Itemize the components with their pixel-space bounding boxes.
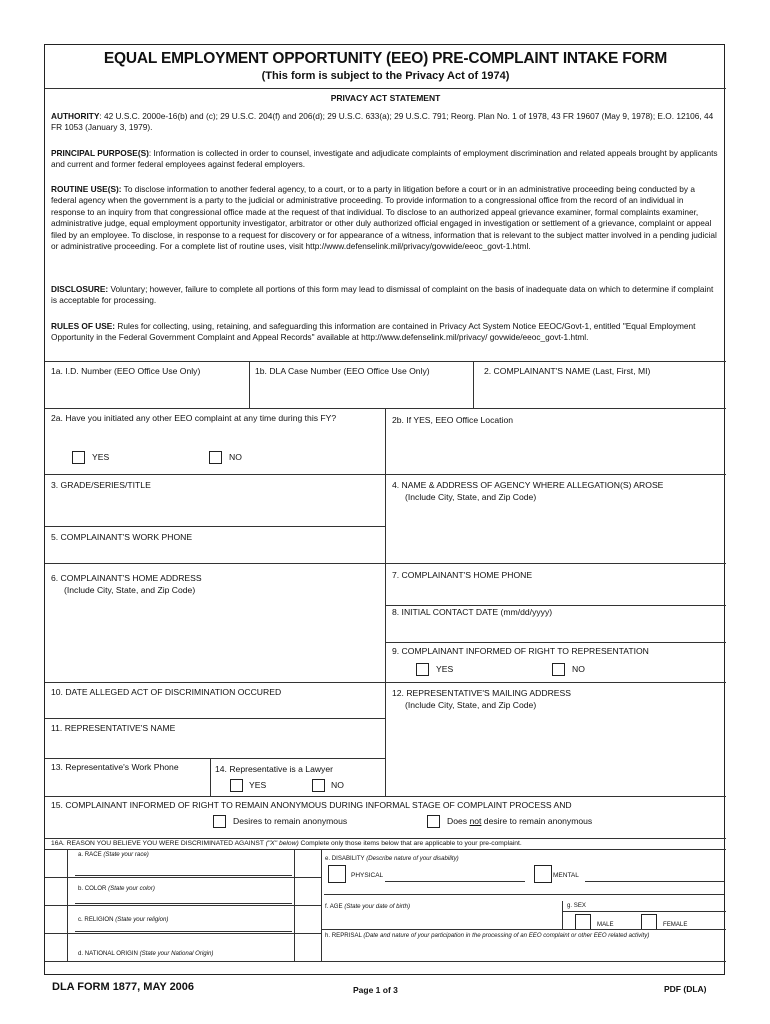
divider [45, 933, 321, 934]
field-1a-label: 1a. I.D. Number (EEO Office Use Only) [51, 366, 201, 376]
divider [45, 718, 385, 719]
purpose-paragraph [51, 148, 719, 171]
divider [249, 361, 250, 408]
routine-label: ROUTINE USE(S): [51, 184, 122, 194]
field-15-not-anonymous-label [447, 815, 592, 827]
field-12-label [392, 687, 571, 711]
disclosure-paragraph [51, 284, 719, 307]
age-label [325, 903, 410, 911]
routine-uses-paragraph [51, 184, 719, 252]
race-hint: (State your race) [103, 851, 149, 858]
national-origin-hint: (State your National Origin) [139, 950, 214, 957]
color-hint: (State your color) [108, 885, 155, 892]
sex-female-checkbox[interactable] [641, 914, 657, 930]
privacy-heading: PRIVACY ACT STATEMENT [330, 93, 441, 103]
field-4-hint: (Include City, State, and Zip Code) [405, 492, 537, 502]
authority-label: AUTHORITY [51, 111, 100, 121]
field-6-label [51, 572, 202, 596]
divider [385, 642, 726, 643]
disability-label [325, 855, 459, 863]
field-2a-yes-checkbox[interactable] [72, 451, 85, 464]
sex-male-checkbox[interactable] [575, 914, 591, 930]
disability-mental-label: MENTAL [553, 872, 579, 879]
field-9-no-label: NO [572, 664, 585, 674]
field-14-no-checkbox[interactable] [312, 779, 325, 792]
field-1b-label: 1b. DLA Case Number (EEO Office Use Only) [255, 366, 430, 376]
field-2a-no-checkbox[interactable] [209, 451, 222, 464]
eeo-intake-form [44, 44, 725, 975]
field-16a-label [51, 840, 522, 848]
field-2a-no-label: NO [229, 452, 242, 462]
religion-label [78, 916, 168, 924]
field-15-opt2-pre: Does [447, 816, 470, 826]
religion-hint: (State your religion) [115, 916, 169, 923]
field-4-label [392, 479, 663, 503]
disability-title: e. DISABILITY [325, 855, 367, 862]
reprisal-label [325, 932, 723, 940]
field-7-label: 7. COMPLAINANT'S HOME PHONE [392, 570, 533, 580]
divider [45, 796, 726, 797]
field-16a-x: ("X" below) [265, 840, 299, 847]
field-13-label: 13. Representative's Work Phone [51, 762, 179, 772]
field-14-label: 14. Representative is a Lawyer [215, 764, 333, 774]
field-9-yes-label: YES [436, 664, 454, 674]
sex-label: g. SEX [567, 902, 586, 909]
field-9-no-checkbox[interactable] [552, 663, 565, 676]
divider [45, 838, 726, 839]
field-6-title: 6. COMPLAINANT'S HOME ADDRESS [51, 573, 202, 583]
form-subtitle: (This form is subject to the Privacy Act of 1974) [261, 70, 510, 82]
authority-text: : 42 U.S.C. 2000e-16(b) and (c); 29 U.S.C. 204(f) and 206(d); 29 U.S.C. 633(a); 29 U.S.C. 791; Reorg. Plan No. 1 of 1978, 43 FR 19607 (May 9, 1978); E.O. 12106, 44 FR 1053 (January 3, 1979). [51, 111, 714, 133]
divider [45, 961, 726, 962]
field-2a-label: 2a. Have you initiated any other EEO complaint at any time during this FY? [51, 413, 337, 423]
religion-title: c. RELIGION [78, 916, 116, 923]
divider [562, 911, 726, 912]
form-title: EQUAL EMPLOYMENT OPPORTUNITY (EEO) PRE-COMPLAINT INTAKE FORM [103, 50, 668, 67]
age-title: f. AGE [325, 903, 345, 910]
color-label [78, 885, 155, 893]
reprisal-hint: (Date and nature of your participation in the processing of an EEO complaint or other EEO related activity) [363, 932, 650, 939]
field-9-label: 9. COMPLAINANT INFORMED OF RIGHT TO REPRESENTATION [392, 646, 649, 656]
religion-input-line[interactable] [75, 931, 292, 932]
rules-label: RULES OF USE: [51, 321, 116, 331]
color-input-line[interactable] [75, 903, 292, 904]
field-15-opt2-not: not [469, 816, 482, 826]
divider [45, 361, 726, 362]
divider [45, 758, 385, 759]
sex-male-label: MALE [597, 921, 614, 928]
field-2-label: 2. COMPLAINANT'S NAME (Last, First, MI) [484, 366, 651, 376]
field-9-yes-checkbox[interactable] [416, 663, 429, 676]
field-12-title: 12. REPRESENTATIVE'S MAILING ADDRESS [392, 688, 571, 698]
field-16a-pre: 16A. REASON YOU BELIEVE YOU WERE DISCRIMINATED AGAINST [51, 840, 266, 847]
race-label [78, 851, 149, 859]
disclosure-text: Voluntary; however, failure to complete all portions of this form may lead to dismissal of complaint on the basis of inadequate data on which to determine if complaint is acceptable for processing. [51, 284, 714, 306]
field-3-label: 3. GRADE/SERIES/TITLE [51, 480, 151, 490]
divider [45, 474, 726, 475]
field-8-label: 8. INITIAL CONTACT DATE (mm/dd/yyyy) [392, 607, 553, 617]
field-12-hint: (Include City, State, and Zip Code) [405, 700, 537, 710]
field-15-anonymous-label: Desires to remain anonymous [233, 816, 348, 826]
disclosure-label: DISCLOSURE: [51, 284, 109, 294]
mental-input-line[interactable] [585, 881, 724, 882]
divider [321, 929, 726, 930]
disability-input-line[interactable] [324, 894, 724, 895]
divider [321, 849, 322, 961]
field-15-label: 15. COMPLAINANT INFORMED OF RIGHT TO REMAIN ANONYMOUS DURING INFORMAL STAGE OF COMPLAINT PROCESS AND [51, 800, 572, 810]
field-14-yes-checkbox[interactable] [230, 779, 243, 792]
field-4-title: 4. NAME & ADDRESS OF AGENCY WHERE ALLEGATION(S) AROSE [392, 480, 664, 490]
divider [45, 88, 726, 89]
field-15-anonymous-checkbox[interactable] [213, 815, 226, 828]
form-number: DLA FORM 1877, MAY 2006 [52, 981, 195, 993]
field-10-label: 10. DATE ALLEGED ACT OF DISCRIMINATION OCCURED [51, 687, 282, 697]
disability-mental-checkbox[interactable] [534, 865, 552, 883]
sex-female-label: FEMALE [663, 921, 688, 928]
field-16a-post: Complete only those items below that are applicable to your pre-complaint. [298, 840, 522, 847]
disability-hint: (Describe nature of your disability) [366, 855, 459, 862]
purpose-text: : Information is collected in order to counsel, investigate and adjudicate complaints of employment discrimination and related appeals brought by applicants and current and former federal employees against federal employers. [51, 148, 718, 170]
field-15-opt2-post: desire to remain anonymous [481, 816, 593, 826]
divider [45, 905, 321, 906]
field-2a-yes-label: YES [92, 452, 110, 462]
field-5-label: 5. COMPLAINANT'S WORK PHONE [51, 532, 193, 542]
divider [473, 361, 474, 408]
age-hint: (State your date of birth) [344, 903, 411, 910]
race-title: a. RACE [78, 851, 104, 858]
field-14-yes-label: YES [249, 780, 267, 790]
divider [45, 849, 726, 850]
divider [210, 758, 211, 796]
disability-physical-label: PHYSICAL [351, 872, 384, 879]
rules-text: Rules for collecting, using, retaining, and safeguarding this information are contained in Privacy Act System Notice EEOC/Govt-1, entitled "Equal Employment Opportunity in the Federal Government Complaint and Appeal Records" available at http://www.defenselink.mil/privacy/ govwide/eeoc_govt-1.html. [51, 321, 696, 343]
disability-physical-checkbox[interactable] [328, 865, 346, 883]
field-6-hint: (Include City, State, and Zip Code) [64, 585, 196, 595]
rules-paragraph [51, 321, 719, 344]
authority-paragraph [51, 111, 719, 134]
divider [45, 526, 385, 527]
pdf-label: PDF (DLA) [664, 984, 707, 994]
field-14-no-label: NO [331, 780, 344, 790]
reprisal-title: h. REPRISAL [325, 932, 364, 939]
physical-input-line[interactable] [385, 881, 525, 882]
national-origin-label [78, 950, 213, 958]
divider [385, 408, 386, 796]
divider [45, 682, 726, 683]
race-input-line[interactable] [75, 875, 292, 876]
national-origin-title: d. NATIONAL ORIGIN [78, 950, 140, 957]
purpose-label: PRINCIPAL PURPOSE(S) [51, 148, 149, 158]
divider [562, 901, 563, 929]
divider [45, 563, 726, 564]
routine-text: To disclose information to another federal agency, to a court, or to a party in litigation before a court or in an administrative proceeding being conducted by a federal agency when the government is a party to the judicial or administrative proceeding. To provide information to a congressional office from the record of an individual in response to an inquiry from that congressional office made at the request of that individual. To disclose to an authorized appeal grievance examiner, formal complaints examiner, administrative judge, equal employment opportunity investigator, arbitrator or other duly authorized official engaged in investigation or settlement of a grievance, complaint or appeal filed by an employee. To disclose, in response to a request for discovery or for appearance of a witness, information that is relevant to the subject matter involved in a pending judicial or administrative proceeding. For a complete list of routine uses, visit http://www.defenselink.mil/privacy/govwide/eeoc_govt-1.html. [51, 184, 717, 252]
field-2b-label: 2b. If YES, EEO Office Location [392, 415, 514, 425]
page-number: Page 1 of 3 [353, 985, 398, 995]
color-title: b. COLOR [78, 885, 109, 892]
divider [45, 877, 321, 878]
field-15-not-anonymous-checkbox[interactable] [427, 815, 440, 828]
field-11-label: 11. REPRESENTATIVE'S NAME [51, 723, 176, 733]
